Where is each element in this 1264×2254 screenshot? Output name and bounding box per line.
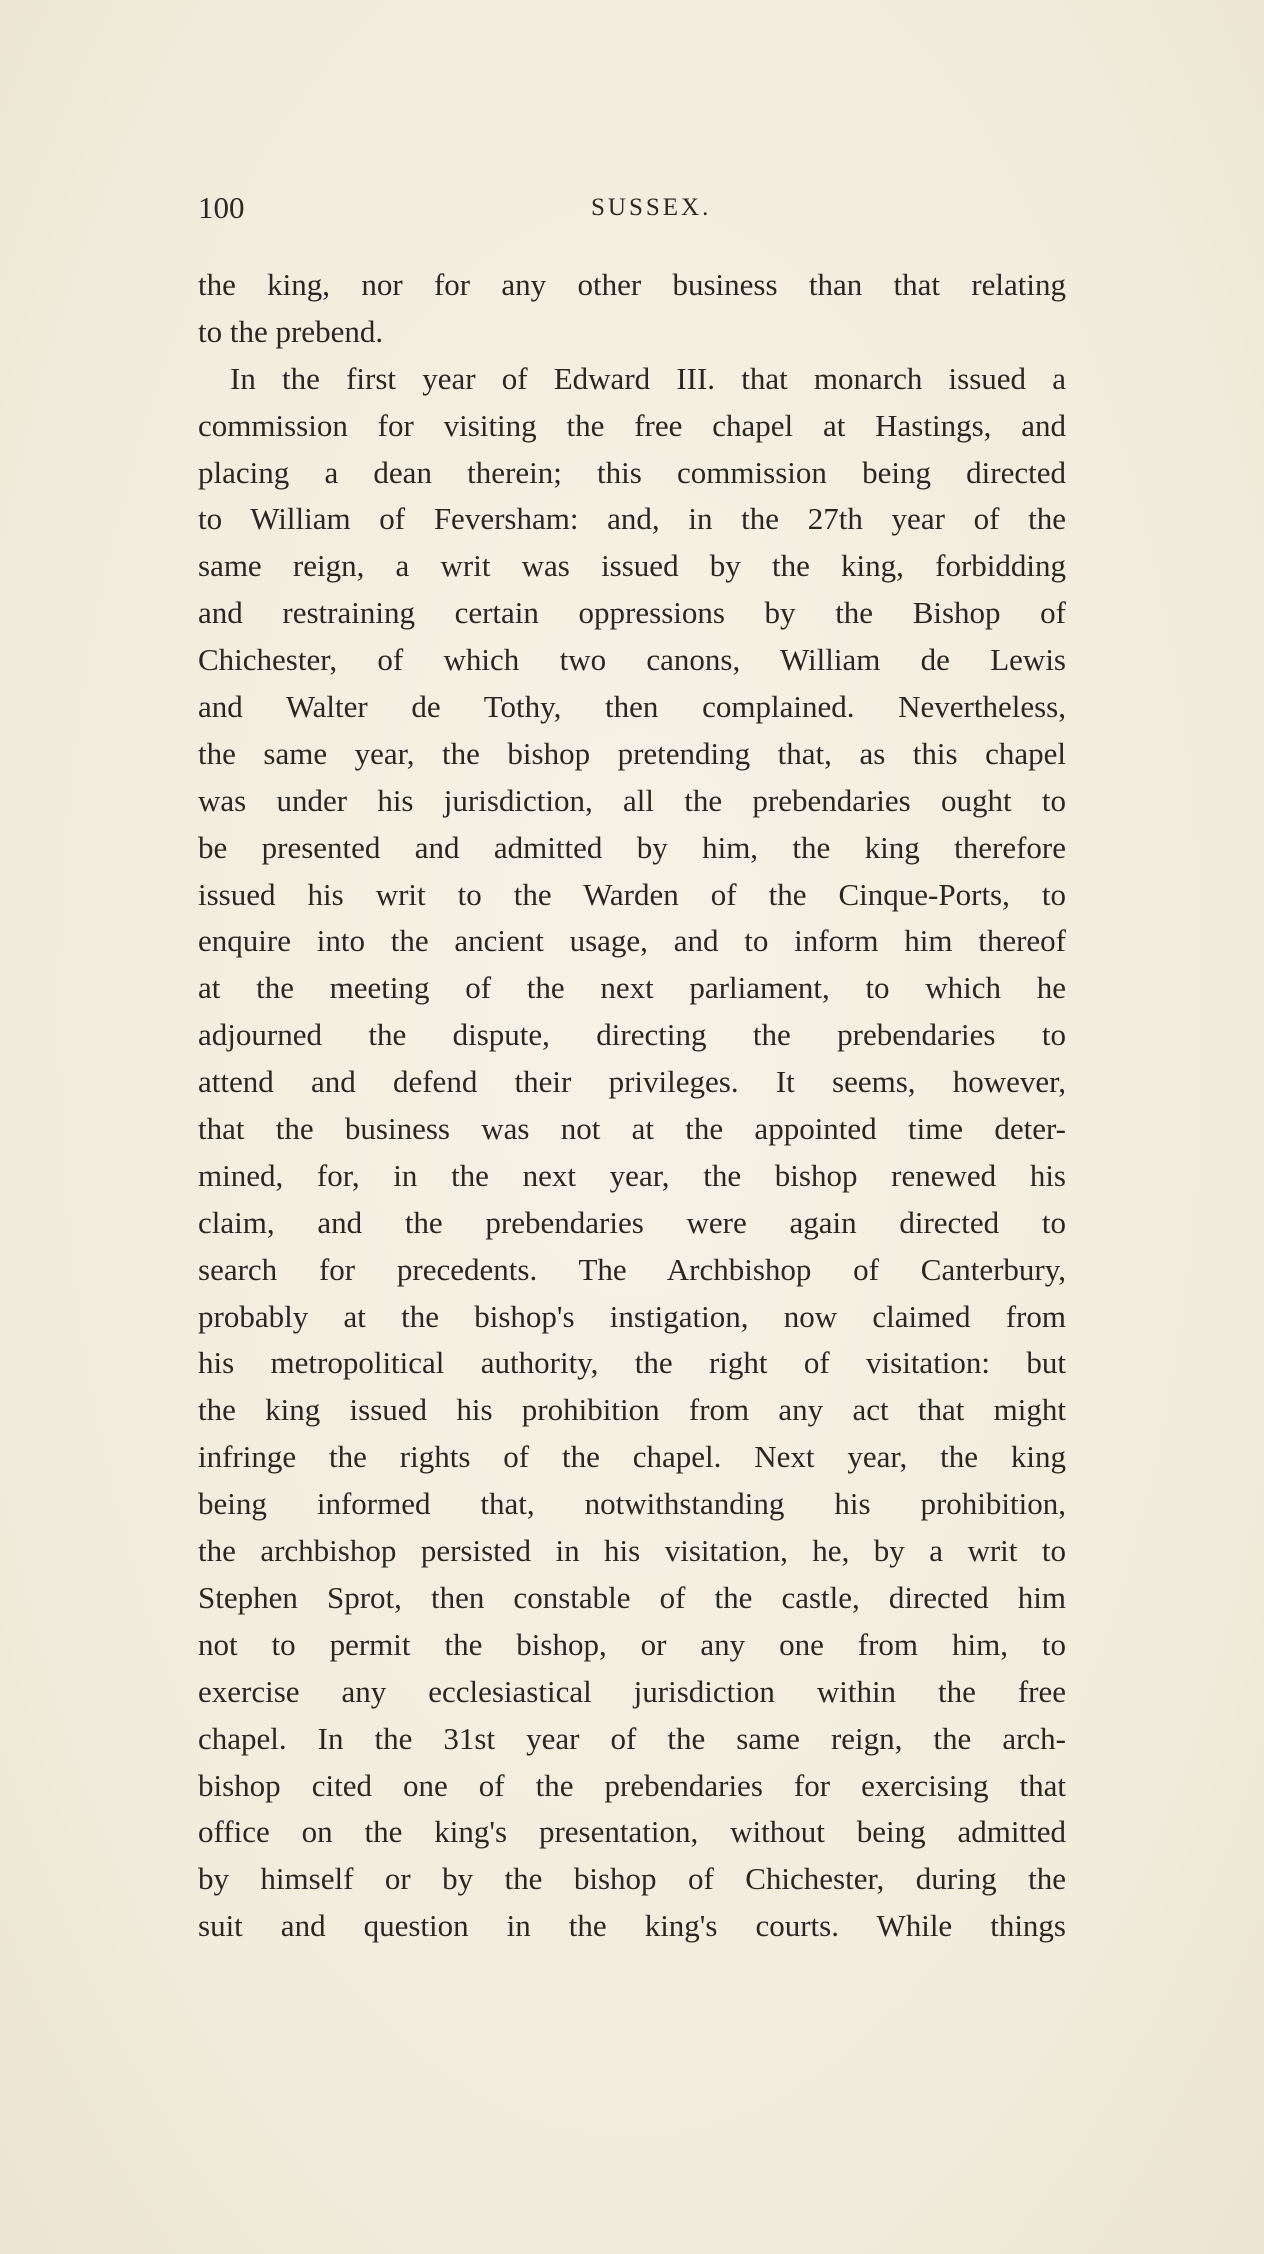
text-line: bishop cited one of the prebendaries for exercising that	[198, 1767, 1066, 1803]
text-line: was under his jurisdiction, all the prebendaries ought to	[198, 782, 1066, 818]
text-line: not to permit the bishop, or any one from him, to	[198, 1626, 1066, 1662]
text-line: his metropolitical authority, the right of visitation: but	[198, 1345, 1066, 1381]
text-line: the king, nor for any other business than that relating	[198, 267, 1066, 302]
text-line: claim, and the prebendaries were again directed to	[198, 1204, 1066, 1240]
text-line: and restraining certain oppressions by the Bishop of	[198, 595, 1066, 631]
text-line: placing a dean therein; this commission being directed	[198, 454, 1066, 490]
running-head	[198, 188, 1066, 228]
text-line: probably at the bishop's instigation, now claimed from	[198, 1298, 1066, 1334]
text-line: the king issued his prohibition from any act that might	[198, 1392, 1066, 1428]
text-line: be presented and admitted by him, the king therefore	[198, 829, 1066, 865]
text-line: exercise any ecclesiastical jurisdiction within the free	[198, 1673, 1066, 1709]
text-line: the same year, the bishop pretending that, as this chapel	[198, 735, 1066, 771]
text-line: adjourned the dispute, directing the prebendaries to	[198, 1017, 1066, 1053]
text-line: commission for visiting the free chapel at Hastings, and	[198, 407, 1066, 443]
text-line: infringe the rights of the chapel. Next year, the king	[198, 1439, 1066, 1475]
text-line: the archbishop persisted in his visitation, he, by a writ to	[198, 1533, 1066, 1569]
page-number: 100	[198, 190, 245, 225]
text-line: by himself or by the bishop of Chichester, during the	[198, 1861, 1066, 1897]
text-line: In the first year of Edward III. that monarch issued a	[230, 360, 1066, 396]
text-line: issued his writ to the Warden of the Cinque-Ports, to	[198, 876, 1066, 912]
text-line: mined, for, in the next year, the bishop renewed his	[198, 1157, 1066, 1193]
text-line: office on the king's presentation, without being admitted	[198, 1814, 1066, 1850]
text-line: and Walter de Tothy, then complained. Nevertheless,	[198, 689, 1066, 725]
text-line: to William of Feversham: and, in the 27th year of the	[198, 501, 1066, 537]
running-title: SUSSEX.	[591, 194, 712, 221]
text-line: suit and question in the king's courts. While things	[198, 1908, 1066, 1944]
text-line: that the business was not at the appointed time deter-	[198, 1111, 1066, 1147]
text-line: enquire into the ancient usage, and to inform him thereof	[198, 923, 1066, 959]
text-line: being informed that, notwithstanding his prohibition,	[198, 1486, 1066, 1522]
text-line: at the meeting of the next parliament, to which he	[198, 970, 1066, 1006]
text-line: Stephen Sprot, then constable of the castle, directed him	[198, 1579, 1066, 1615]
text-line: to the prebend.	[198, 313, 384, 349]
text-line: Chichester, of which two canons, William de Lewis	[198, 642, 1066, 678]
text-line: same reign, a writ was issued by the king, forbidding	[198, 548, 1066, 584]
body-text	[198, 262, 1066, 1950]
text-line: attend and defend their privileges. It seems, however,	[198, 1064, 1066, 1100]
text-line: search for precedents. The Archbishop of Canterbury,	[198, 1251, 1066, 1287]
text-line: chapel. In the 31st year of the same reign, the arch-	[198, 1720, 1066, 1756]
